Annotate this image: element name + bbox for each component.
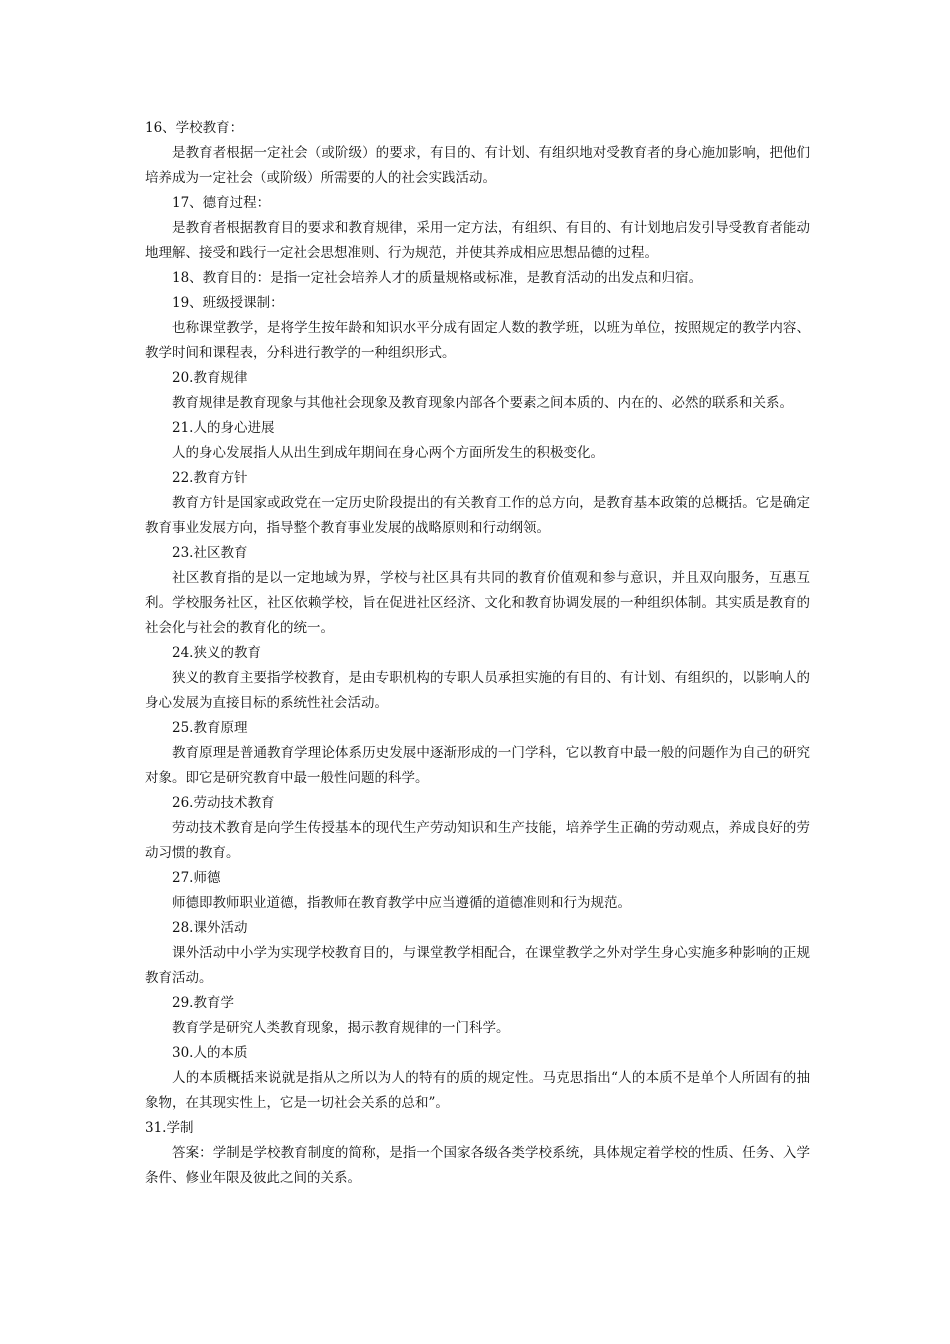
term-definition: 教育规律是教育现象与其他社会现象及教育现象内部各个要素之间本质的、内在的、必然的联系和关系。 <box>172 395 793 411</box>
term-definition: 是教育者根据教育目的要求和教育规律，采用一定方法，有组织、有目的、有计划地启发引导受教育者能动地理解、接受和践行一定社会思想准则、行为规范，并使其养成相应思想品德的过程。 <box>145 220 810 261</box>
term-heading: 29.教育学 <box>172 995 234 1011</box>
term-definition: 人的本质概括来说就是指从之所以为人的特有的质的规定性。马克思指出“人的本质不是单个人所固有的抽象物，在其现实性上，它是一切社会关系的总和”。 <box>145 1070 810 1111</box>
term-heading: 27.师德 <box>172 870 221 886</box>
term-heading: 25.教育原理 <box>172 720 248 736</box>
term-heading: 19、班级授课制： <box>172 295 284 311</box>
term-definition: 社区教育指的是以一定地域为界，学校与社区具有共同的教育价值观和参与意识，并且双向服务，互惠互利。学校服务社区，社区依赖学校，旨在促进社区经济、文化和教育协调发展的一种组织体制。其实质是教育的社会化与社会的教育化的统一。 <box>145 570 810 636</box>
term-definition: 教育方针是国家或政党在一定历史阶段提出的有关教育工作的总方向，是教育基本政策的总概括。它是确定教育事业发展方向，指导整个教育事业发展的战略原则和行动纲领。 <box>145 495 810 536</box>
term-definition: 是教育者根据一定社会（或阶级）的要求，有目的、有计划、有组织地对受教育者的身心施加影响，把他们培养成为一定社会（或阶级）所需要的人的社会实践活动。 <box>145 145 810 186</box>
term-definition: 师德即教师职业道德，指教师在教育教学中应当遵循的道德准则和行为规范。 <box>172 895 631 911</box>
term-heading: 28.课外活动 <box>172 920 248 936</box>
term-definition: 教育原理是普通教育学理论体系历史发展中逐渐形成的一门学科，它以教育中最一般的问题作为自己的研究对象。即它是研究教育中最一般性问题的科学。 <box>145 745 810 786</box>
term-definition: 劳动技术教育是向学生传授基本的现代生产劳动知识和生产技能，培养学生正确的劳动观点，养成良好的劳动习惯的教育。 <box>145 820 810 861</box>
term-heading: 18、教育目的：是指一定社会培养人才的质量规格或标准，是教育活动的出发点和归宿。 <box>172 270 703 286</box>
term-definition: 课外活动中小学为实现学校教育目的，与课堂教学相配合，在课堂教学之外对学生身心实施多种影响的正规教育活动。 <box>145 945 810 986</box>
term-definition: 狭义的教育主要指学校教育，是由专职机构的专职人员承担实施的有目的、有计划、有组织的，以影响人的身心发展为直接目标的系统性社会活动。 <box>145 670 810 711</box>
term-heading: 23.社区教育 <box>172 545 248 561</box>
term-definition: 答案：学制是学校教育制度的简称，是指一个国家各级各类学校系统，具体规定着学校的性质、任务、入学条件、修业年限及彼此之间的关系。 <box>145 1145 810 1186</box>
term-heading: 17、德育过程： <box>172 195 271 211</box>
term-heading: 20.教育规律 <box>172 370 248 386</box>
term-heading: 24.狭义的教育 <box>172 645 261 661</box>
term-definition: 人的身心发展指人从出生到成年期间在身心两个方面所发生的积极变化。 <box>172 445 604 461</box>
term-definition: 也称课堂教学，是将学生按年龄和知识水平分成有固定人数的教学班，以班为单位，按照规定的教学内容、教学时间和课程表，分科进行教学的一种组织形式。 <box>145 320 810 361</box>
term-heading: 26.劳动技术教育 <box>172 795 275 811</box>
term-heading: 21.人的身心进展 <box>172 420 275 436</box>
term-heading: 31.学制 <box>145 1120 194 1136</box>
term-definition: 教育学是研究人类教育现象，揭示教育规律的一门科学。 <box>172 1020 510 1036</box>
term-heading: 16、学校教育： <box>145 120 244 136</box>
glossary-content <box>145 116 810 1191</box>
term-heading: 22.教育方针 <box>172 470 248 486</box>
term-heading: 30.人的本质 <box>172 1045 248 1061</box>
